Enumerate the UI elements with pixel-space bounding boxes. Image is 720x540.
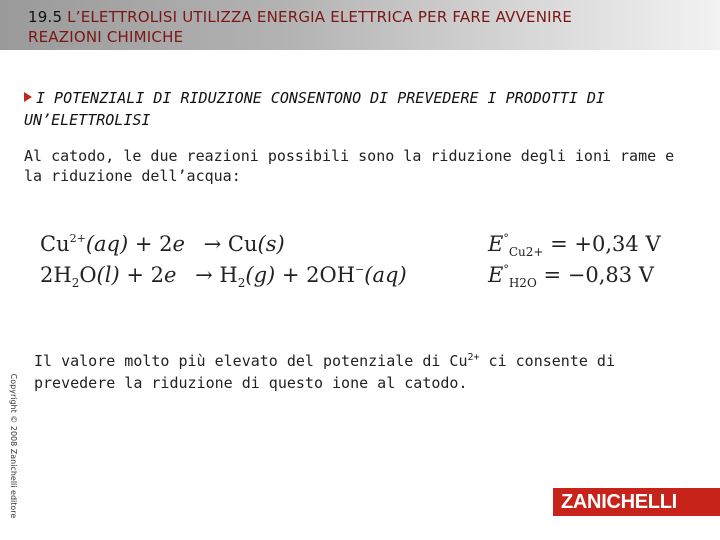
subtitle bbox=[24, 87, 704, 131]
equation-water bbox=[40, 263, 680, 293]
arrow-bullet-icon bbox=[24, 92, 32, 102]
equation-water-potential: $E^\circ_{H2O} = -0,83$ V bbox=[488, 263, 654, 290]
equation-water-reaction: $2H_2O(l) + 2e \to H_2(g) + 2OH^-(aq)$ bbox=[40, 263, 407, 290]
section-title: L’ELETTROLISI UTILIZZA ENERGIA ELETTRICA PER FARE AVVENIRE REAZIONI CHIMICHE bbox=[28, 8, 573, 46]
equation-copper-potential: $E^\circ_{Cu2+} = +0,34$ V bbox=[488, 232, 661, 259]
equations-block bbox=[40, 230, 680, 300]
slide-header bbox=[0, 0, 720, 50]
slide-title bbox=[28, 7, 648, 47]
intro-paragraph: Al catodo, le due reazioni possibili sono la riduzione degli ioni rame e la riduzione dell’acqua: bbox=[24, 147, 675, 185]
conclusion-paragraph: Il valore molto più elevato del potenziale di $Cu^{2+}$ ci consente di prevedere la riduzione di questo ione al catodo. bbox=[34, 352, 615, 392]
copyright-notice: Copyright © 2008 Zanichelli editore bbox=[9, 373, 18, 519]
equation-copper bbox=[40, 232, 680, 262]
subtitle-text: I POTENZIALI DI RIDUZIONE CONSENTONO DI PREVEDERE I PRODOTTI DI UN’ELETTROLISI bbox=[24, 89, 605, 129]
equation-copper-reaction: $Cu^{2+}(aq) + 2e \to Cu(s)$ bbox=[40, 232, 285, 256]
publisher-logo: ZANICHELLI bbox=[553, 488, 720, 516]
section-number: 19.5 bbox=[28, 8, 63, 26]
